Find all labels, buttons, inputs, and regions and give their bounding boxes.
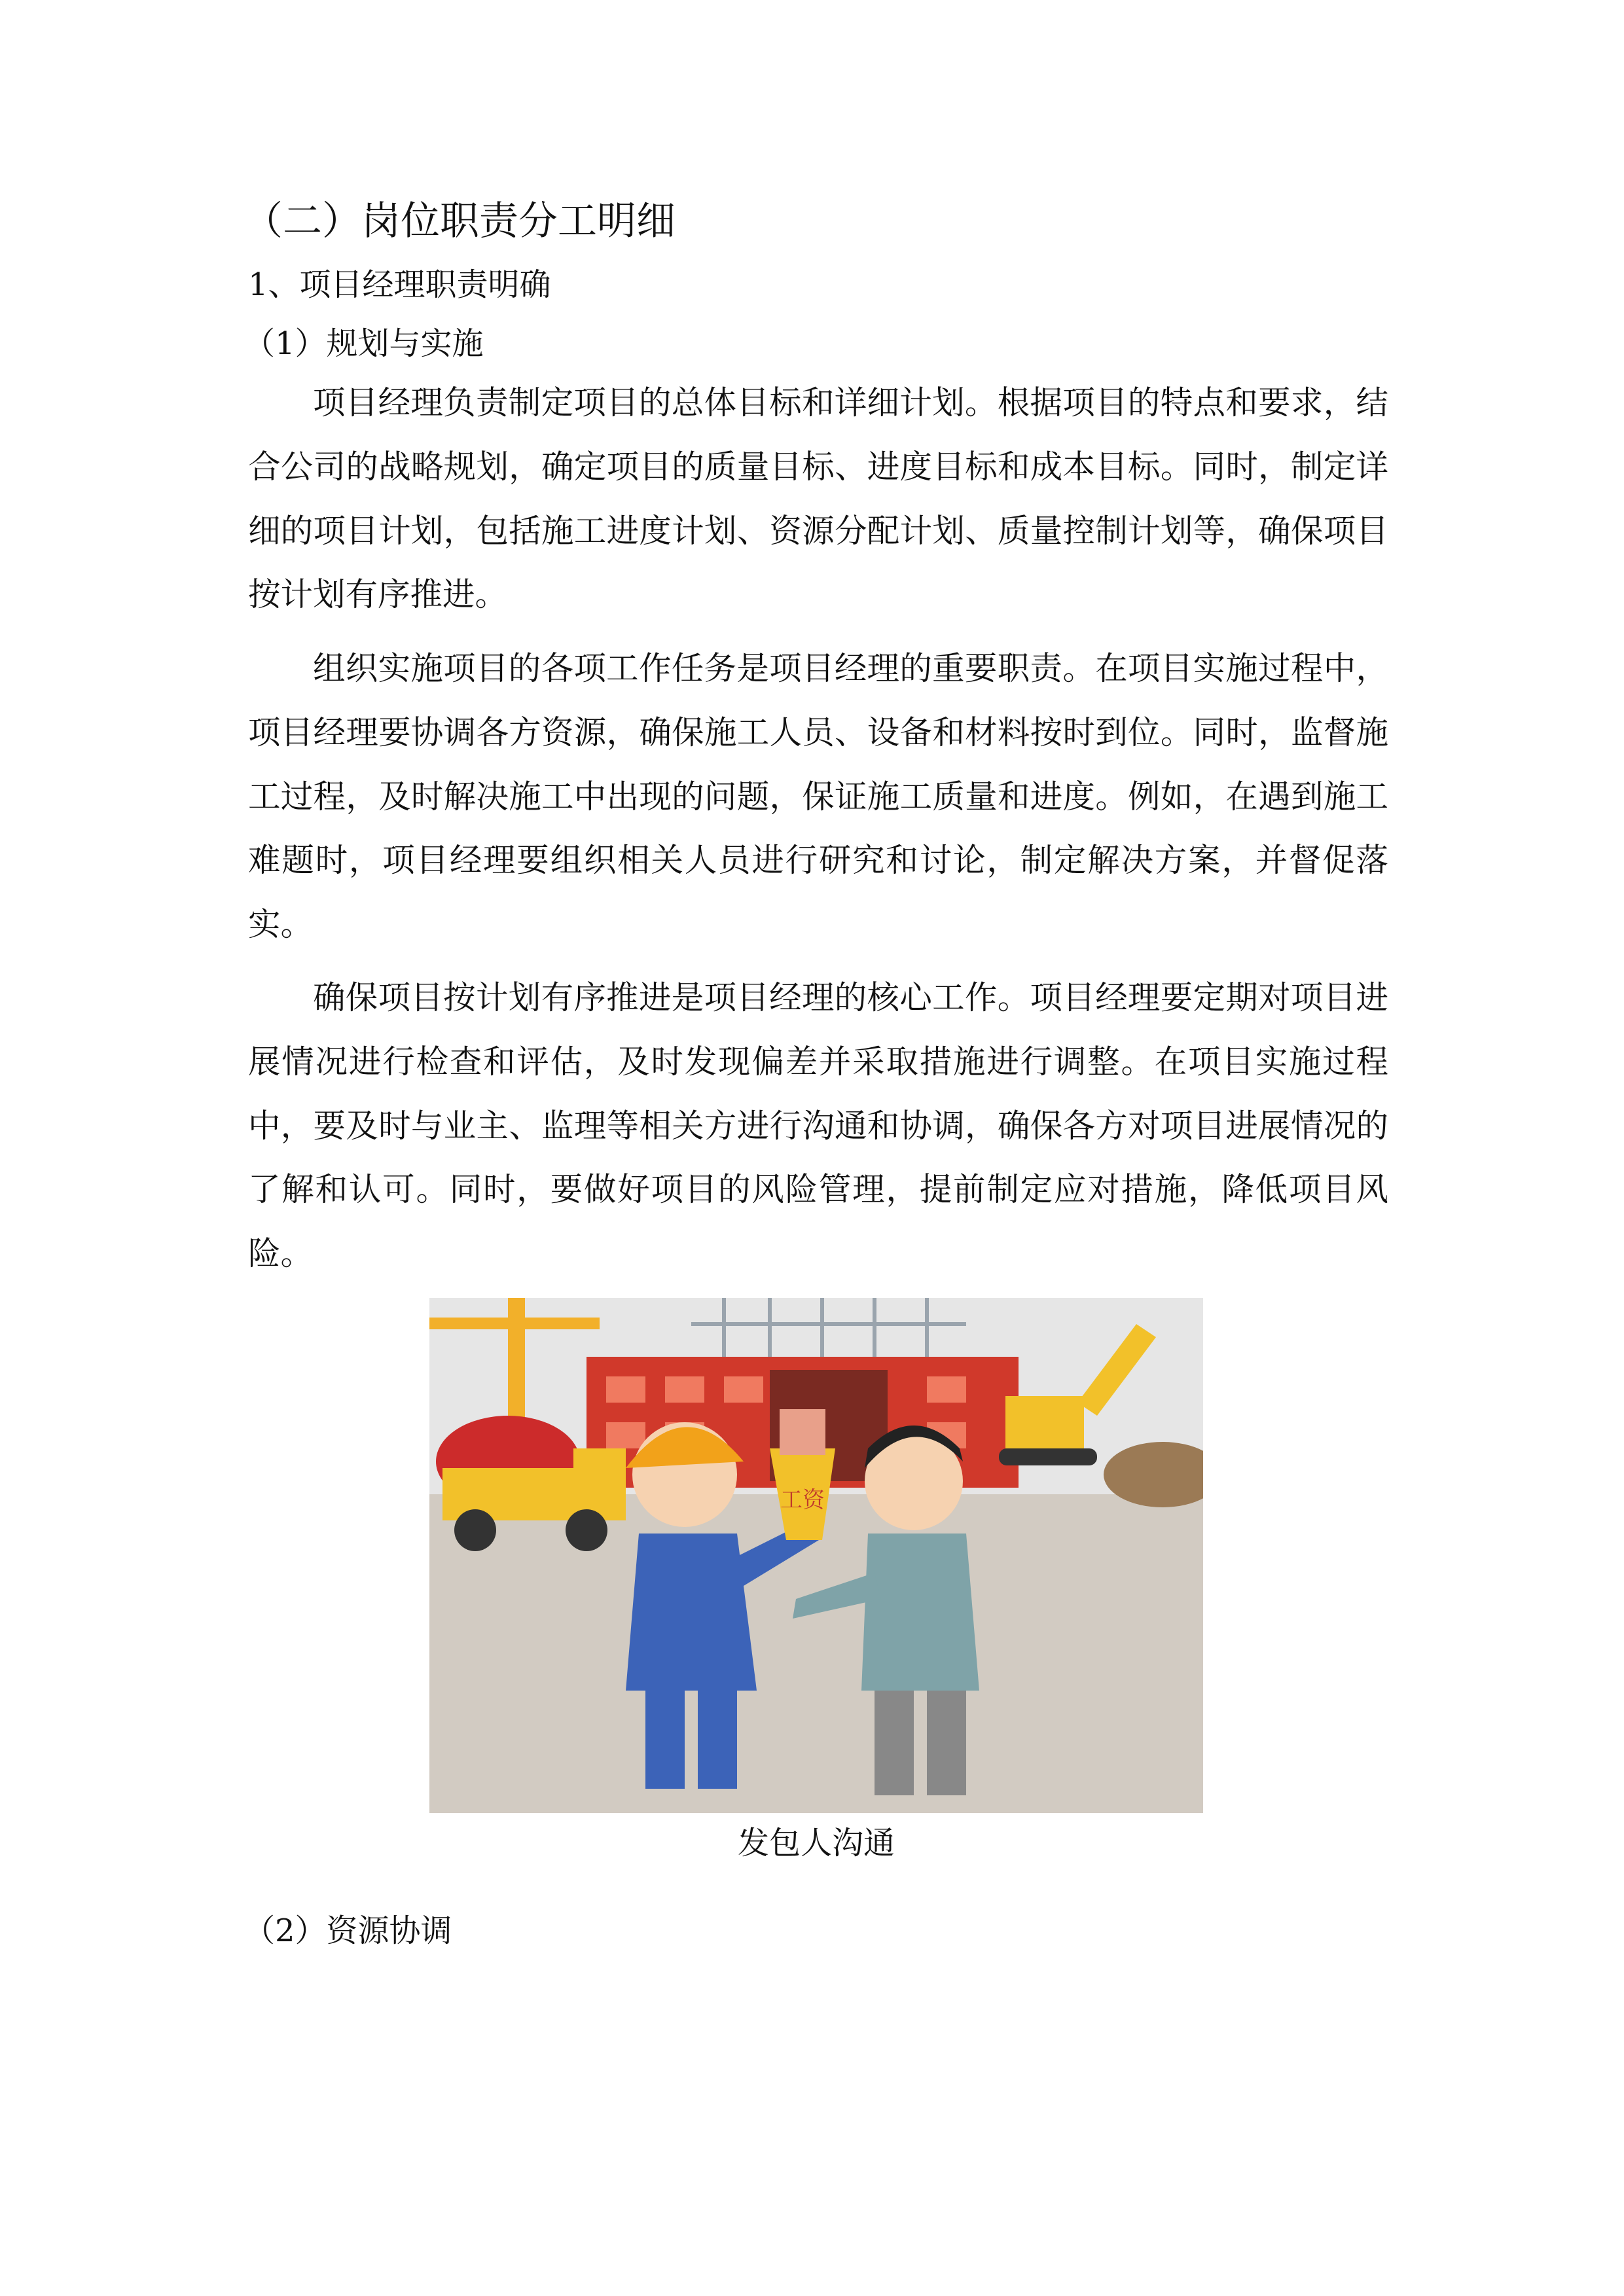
- wage-bag-label: 工资: [780, 1487, 825, 1513]
- paragraph-1: 项目经理负责制定项目的总体目标和详细计划。根据项目的特点和要求，结合公司的战略规划，确定项目的质量目标、进度目标和成本目标。同时，制定详细的项目计划，包括施工进度计划、资源分配计划、质量控制计划等，确保项目按计划有序推进。: [248, 384, 1388, 614]
- item-heading-planning: （1）规划与实施: [244, 325, 484, 362]
- paragraph-3: 确保项目按计划有序推进是项目经理的核心工作。项目经理要定期对项目进展情况进行检查和评估，及时发现偏差并采取措施进行调整。在项目实施过程中，要及时与业主、监理等相关方进行沟通和协调，确保各方对项目进展情况的了解和认可。同时，要做好项目的风险管理，提前制定应对措施，降低项目风险。: [248, 978, 1388, 1273]
- construction-handshake-illustration: [429, 1298, 1203, 1813]
- figure-illustration: [429, 1298, 1203, 1813]
- paragraph-2: 组织实施项目的各项工作任务是项目经理的重要职责。在项目实施过程中，项目经理要协调各方资源，确保施工人员、设备和材料按时到位。同时，监督施工过程，及时解决施工中出现的问题，保证施工质量和进度。例如，在遇到施工难题时，项目经理要组织相关人员进行研究和讨论，制定解决方案，并督促落实。: [248, 649, 1388, 944]
- section-heading: （二）岗位职责分工明细: [244, 198, 676, 244]
- figure-caption: 发包人沟通: [737, 1825, 895, 1861]
- item-heading-resource-coordination: （2）资源协调: [244, 1912, 452, 1949]
- subheading-project-manager: 1、项目经理职责明确: [248, 266, 551, 303]
